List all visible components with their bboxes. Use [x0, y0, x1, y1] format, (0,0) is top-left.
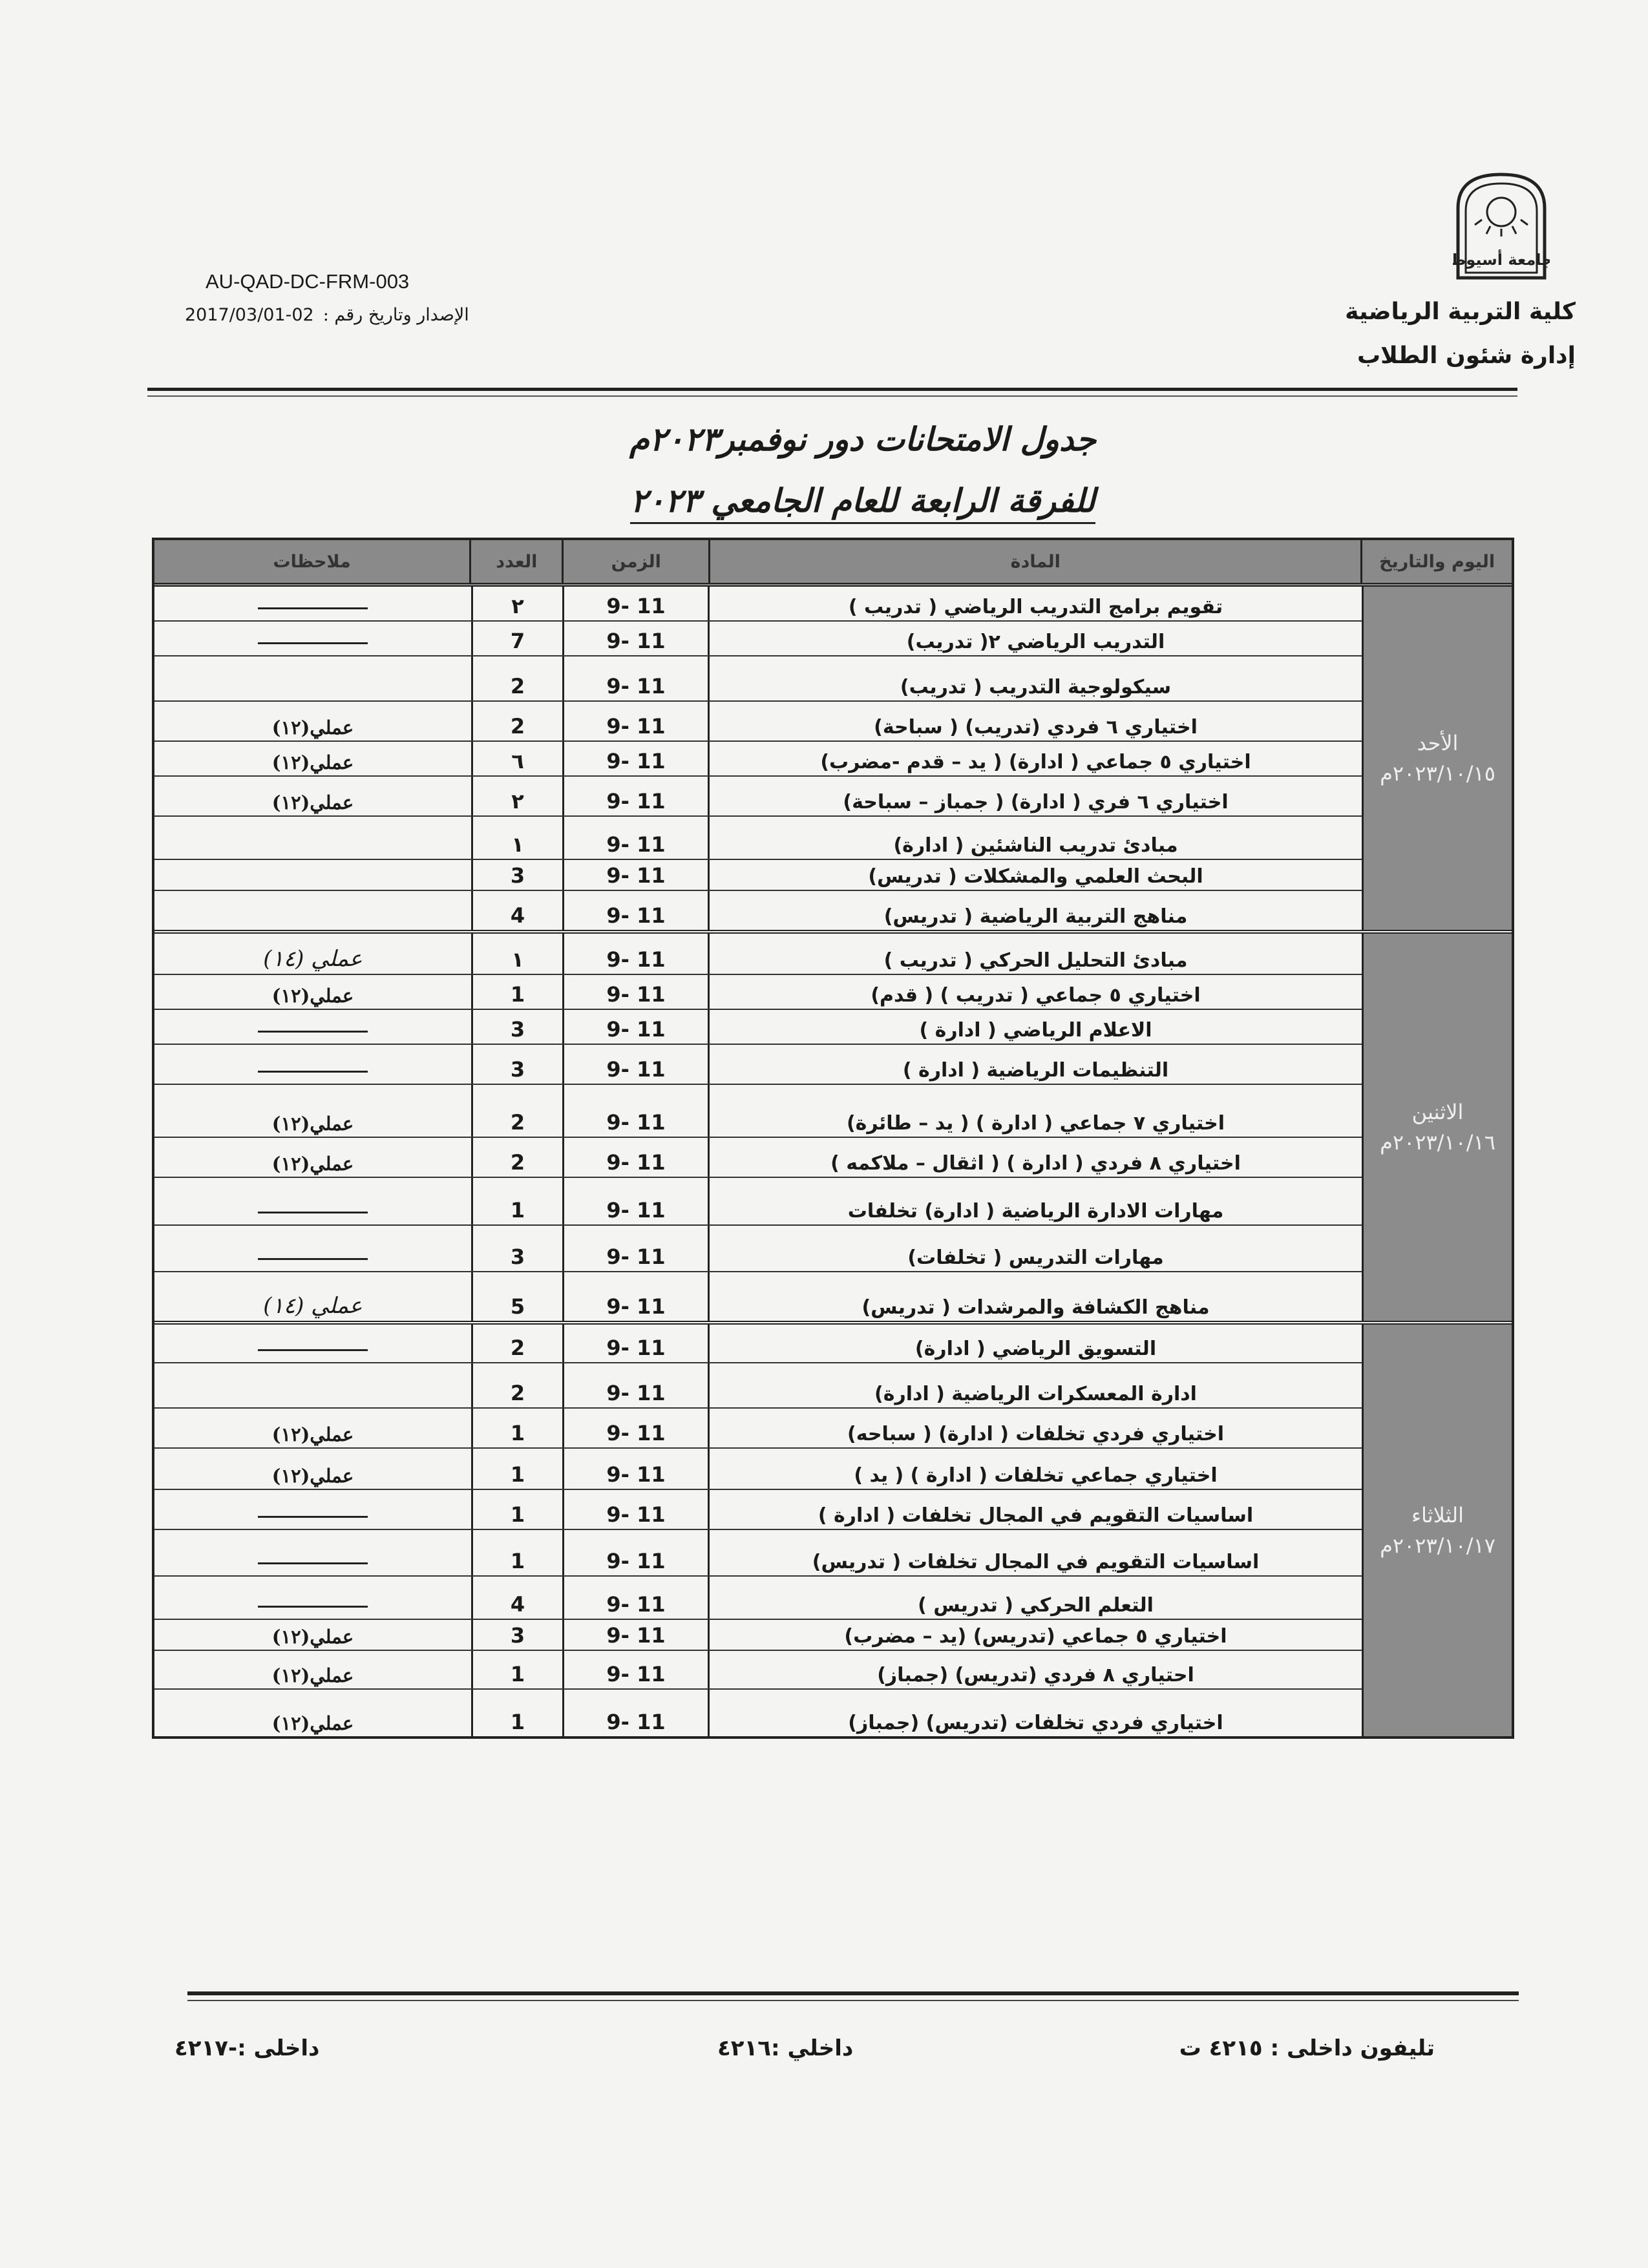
- count-cell: 1: [471, 1490, 562, 1529]
- header-notes: ملاحظات: [273, 551, 351, 572]
- notes-cell: [154, 891, 471, 930]
- exam-schedule-table: [152, 538, 1514, 1739]
- note-text: عملي(١٢): [271, 792, 354, 814]
- count-cell: 2: [471, 656, 562, 700]
- table-row: [154, 1226, 1362, 1272]
- time-cell: 9- 11: [562, 702, 708, 740]
- count-cell: 1: [471, 1530, 562, 1575]
- empty-note-line: [258, 1562, 368, 1564]
- count-cell: 1: [471, 1409, 562, 1447]
- handwritten-note: عملي (١٤): [263, 946, 363, 972]
- note-text: عملي(١٢): [271, 1153, 354, 1175]
- time-cell: 9- 11: [562, 1490, 708, 1529]
- table-row: [154, 1690, 1362, 1736]
- count-cell: 4: [471, 1577, 562, 1619]
- page-subtitle-text: للفرقة الرابعة للعام الجامعي ٢٠٢٣: [630, 481, 1095, 524]
- time-cell: 9- 11: [562, 1690, 708, 1736]
- count-cell: 2: [471, 1363, 562, 1407]
- table-body: [154, 587, 1512, 1736]
- table-row: [154, 777, 1362, 817]
- day-date-cell: [1362, 934, 1512, 1321]
- count-cell: 3: [471, 860, 562, 890]
- time-cell: 9- 11: [562, 1651, 708, 1688]
- table-row: [154, 1620, 1362, 1651]
- table-row: [154, 1530, 1362, 1577]
- table-row: [154, 622, 1362, 656]
- table-row: [154, 1409, 1362, 1449]
- exam-date: ٢٠٢٣/١٠/١٦م: [1380, 1129, 1495, 1155]
- count-cell: 1: [471, 1178, 562, 1224]
- subject-cell: اساسيات التقويم في المجال تخلفات ( تدريس): [708, 1530, 1362, 1575]
- time-cell: 9- 11: [562, 587, 708, 620]
- table-row: [154, 975, 1362, 1010]
- subject-cell: اختياري ٦ فري ( ادارة) ( جمباز – سباحة): [708, 777, 1362, 815]
- note-text: عملي(١٢): [271, 1626, 354, 1648]
- notes-cell: [154, 1325, 471, 1362]
- header-subject: المادة: [708, 540, 1360, 583]
- time-cell: 9- 11: [562, 1530, 708, 1575]
- footer-extension-2: داخلي :٤٢١٦: [717, 2035, 854, 2061]
- day-date-cell: [1362, 587, 1512, 930]
- page-title: جدول الامتحانات دور نوفمبر٢٠٢٣م: [629, 420, 1097, 458]
- notes-cell: [154, 1690, 471, 1736]
- subject-cell: البحث العلمي والمشكلات ( تدريس): [708, 860, 1362, 890]
- table-row: [154, 1085, 1362, 1138]
- subject-cell: مبادئ تدريب الناشئين ( ادارة): [708, 817, 1362, 859]
- notes-cell: [154, 1577, 471, 1619]
- subject-cell: اساسيات التقويم في المجال تخلفات ( ادارة ): [708, 1490, 1362, 1529]
- count-cell: 1: [471, 975, 562, 1009]
- subject-cell: مبادئ التحليل الحركي ( تدريب ): [708, 934, 1362, 974]
- table-row: [154, 702, 1362, 742]
- time-cell: 9- 11: [562, 1178, 708, 1224]
- subject-cell: مهارات التدريس ( تخلفات): [708, 1226, 1362, 1271]
- subject-cell: مهارات الادارة الرياضية ( ادارة) تخلفات: [708, 1178, 1362, 1224]
- exam-date: ٢٠٢٣/١٠/١٥م: [1380, 761, 1495, 786]
- table-row: [154, 656, 1362, 702]
- count-cell: 3: [471, 1010, 562, 1044]
- count-cell: 2: [471, 1085, 562, 1137]
- notes-cell: [154, 1490, 471, 1529]
- day-name: الأحد: [1417, 731, 1459, 756]
- subject-cell: اختياري ٥ جماعي (تدريس) (يد – مضرب): [708, 1620, 1362, 1650]
- page-subtitle: [0, 481, 1648, 520]
- empty-note-line: [258, 1516, 368, 1518]
- notes-cell: [154, 860, 471, 890]
- count-cell: 3: [471, 1226, 562, 1271]
- subject-cell: اختياري ٦ فردي (تدريب) ( سباحة): [708, 702, 1362, 740]
- header-rule-thin: [147, 395, 1517, 397]
- subject-cell: التعلم الحركي ( تدريس ): [708, 1577, 1362, 1619]
- count-cell: 7: [471, 622, 562, 655]
- notes-cell: [154, 1010, 471, 1044]
- issue-label: الإصدار وتاريخ رقم :: [322, 305, 469, 325]
- empty-note-line: [258, 1258, 368, 1260]
- exam-date: ٢٠٢٣/١٠/١٧م: [1380, 1533, 1495, 1558]
- time-cell: 9- 11: [562, 656, 708, 700]
- table-row: [154, 860, 1362, 891]
- notes-cell: [154, 975, 471, 1009]
- time-cell: 9- 11: [562, 1620, 708, 1650]
- day-group: [154, 587, 1512, 934]
- day-name: الثلاثاء: [1411, 1503, 1464, 1528]
- handwritten-note: عملي (١٤): [263, 1293, 363, 1319]
- count-cell: 2: [471, 1138, 562, 1177]
- time-cell: 9- 11: [562, 1577, 708, 1619]
- table-row: [154, 1325, 1362, 1363]
- footer-phone: تليفون داخلى : ٤٢١٥ ت: [1179, 2035, 1435, 2061]
- table-row: [154, 817, 1362, 860]
- count-cell: 1: [471, 1690, 562, 1736]
- time-cell: 9- 11: [562, 742, 708, 775]
- time-cell: 9- 11: [562, 1325, 708, 1362]
- header-time: الزمن: [562, 540, 708, 583]
- time-cell: 9- 11: [562, 1409, 708, 1447]
- table-row: [154, 1490, 1362, 1530]
- time-cell: 9- 11: [562, 622, 708, 655]
- notes-cell: [154, 1530, 471, 1575]
- time-cell: 9- 11: [562, 1226, 708, 1271]
- table-row: [154, 1272, 1362, 1321]
- note-text: عملي(١٢): [271, 1712, 354, 1734]
- note-text: عملي(١٢): [271, 985, 354, 1007]
- issue-value: 2017/03/01-02: [185, 305, 314, 325]
- notes-cell: [154, 1651, 471, 1688]
- empty-note-line: [258, 607, 368, 609]
- notes-cell: [154, 934, 471, 974]
- time-cell: 9- 11: [562, 1138, 708, 1177]
- time-cell: 9- 11: [562, 1010, 708, 1044]
- notes-cell: [154, 622, 471, 655]
- empty-note-line: [258, 1071, 368, 1073]
- count-cell: 3: [471, 1620, 562, 1650]
- time-cell: 9- 11: [562, 1272, 708, 1321]
- notes-cell: [154, 1085, 471, 1137]
- empty-note-line: [258, 1212, 368, 1213]
- count-cell: 1: [471, 1449, 562, 1489]
- logo-text: جامعة أسيوط: [1453, 251, 1550, 269]
- subject-cell: مناهج الكشافة والمرشدات ( تدريس): [708, 1272, 1362, 1321]
- empty-note-line: [258, 1031, 368, 1033]
- header-rule: [147, 388, 1517, 391]
- count-cell: 2: [471, 1325, 562, 1362]
- empty-note-line: [258, 1606, 368, 1608]
- count-cell: ٦: [471, 742, 562, 775]
- subject-cell: مناهج التربية الرياضية ( تدريس): [708, 891, 1362, 930]
- notes-cell: [154, 817, 471, 859]
- form-code: AU-QAD-DC-FRM-003: [206, 270, 410, 293]
- subject-cell: اختياري فردي تخلفات (تدريس) (جمباز): [708, 1690, 1362, 1736]
- subject-cell: اختياري ٧ جماعي ( ادارة ) ( يد – طائرة): [708, 1085, 1362, 1137]
- day-name: الاثنين: [1411, 1100, 1464, 1125]
- notes-cell: [154, 656, 471, 700]
- table-row: [154, 1178, 1362, 1226]
- table-row: [154, 934, 1362, 975]
- table-row: [154, 1010, 1362, 1045]
- count-cell: 2: [471, 702, 562, 740]
- notes-cell: [154, 1272, 471, 1321]
- college-name: كلية التربية الرياضية: [1345, 299, 1576, 325]
- subject-cell: اختياري ٥ جماعي ( تدريب ) ( قدم): [708, 975, 1362, 1009]
- empty-note-line: [258, 1349, 368, 1351]
- empty-note-line: [258, 642, 368, 644]
- time-cell: 9- 11: [562, 777, 708, 815]
- count-cell: 3: [471, 1045, 562, 1084]
- notes-cell: [154, 587, 471, 620]
- subject-cell: تقويم برامج التدريب الرياضي ( تدريب ): [708, 587, 1362, 620]
- time-cell: 9- 11: [562, 1085, 708, 1137]
- table-row: [154, 891, 1362, 930]
- subject-cell: احتياري ٨ فردي (تدريس) (جمباز): [708, 1651, 1362, 1688]
- subject-cell: الاعلام الرياضي ( ادارة ): [708, 1010, 1362, 1044]
- time-cell: 9- 11: [562, 1363, 708, 1407]
- notes-cell: [154, 1178, 471, 1224]
- table-row: [154, 1045, 1362, 1085]
- day-group: [154, 934, 1512, 1325]
- count-cell: 4: [471, 891, 562, 930]
- subject-cell: اختياري ٨ فردي ( ادارة ) ( اثقال – ملاكمه ): [708, 1138, 1362, 1177]
- count-cell: 1: [471, 1651, 562, 1688]
- footer-rule-thin: [187, 2000, 1519, 2001]
- day-date-cell: [1362, 1325, 1512, 1736]
- subject-cell: التنظيمات الرياضية ( ادارة ): [708, 1045, 1362, 1084]
- notes-cell: [154, 742, 471, 775]
- time-cell: 9- 11: [562, 934, 708, 974]
- notes-cell: [154, 1138, 471, 1177]
- subject-cell: التدريب الرياضي ٢( تدريب): [708, 622, 1362, 655]
- count-cell: ٢: [471, 777, 562, 815]
- subject-cell: اختياري جماعي تخلفات ( ادارة ) ( يد ): [708, 1449, 1362, 1489]
- notes-cell: [154, 777, 471, 815]
- time-cell: 9- 11: [562, 891, 708, 930]
- time-cell: 9- 11: [562, 860, 708, 890]
- table-row: [154, 742, 1362, 777]
- time-cell: 9- 11: [562, 817, 708, 859]
- subject-cell: التسويق الرياضي ( ادارة): [708, 1325, 1362, 1362]
- table-row: [154, 1449, 1362, 1490]
- department-name: إدارة شئون الطلاب: [1357, 342, 1576, 369]
- header-day-date: اليوم والتاريخ: [1360, 540, 1512, 583]
- subject-cell: اختياري فردي تخلفات ( ادارة) ( سباحه): [708, 1409, 1362, 1447]
- time-cell: 9- 11: [562, 1045, 708, 1084]
- subject-cell: اختياري ٥ جماعي ( ادارة) ( يد – قدم -مضرب): [708, 742, 1362, 775]
- table-row: [154, 1577, 1362, 1620]
- subject-cell: ادارة المعسكرات الرياضية ( ادارة): [708, 1363, 1362, 1407]
- header-count: العدد: [469, 540, 562, 583]
- table-row: [154, 587, 1362, 622]
- table-header: [154, 540, 1512, 587]
- table-row: [154, 1138, 1362, 1178]
- count-cell: ٢: [471, 587, 562, 620]
- time-cell: 9- 11: [562, 1449, 708, 1489]
- issue-line: [185, 305, 469, 325]
- count-cell: ١: [471, 934, 562, 974]
- university-logo: [1453, 169, 1550, 280]
- notes-cell: [154, 702, 471, 740]
- note-text: عملي(١٢): [271, 751, 354, 773]
- note-text: عملي(١٢): [271, 1664, 354, 1686]
- table-row: [154, 1363, 1362, 1409]
- note-text: عملي(١٢): [271, 1113, 354, 1135]
- footer-extension-3: داخلى :-٤٢١٧: [174, 2035, 320, 2061]
- notes-cell: [154, 1620, 471, 1650]
- notes-cell: [154, 1363, 471, 1407]
- note-text: عملي(١٢): [271, 717, 354, 739]
- notes-cell: [154, 1226, 471, 1271]
- count-cell: ١: [471, 817, 562, 859]
- day-group: [154, 1325, 1512, 1736]
- count-cell: 5: [471, 1272, 562, 1321]
- note-text: عملي(١٢): [271, 1423, 354, 1445]
- subject-cell: سيكولوجية التدريب ( تدريب): [708, 656, 1362, 700]
- notes-cell: [154, 1045, 471, 1084]
- notes-cell: [154, 1409, 471, 1447]
- time-cell: 9- 11: [562, 975, 708, 1009]
- note-text: عملي(١٢): [271, 1465, 354, 1487]
- notes-cell: [154, 1449, 471, 1489]
- footer-rule: [187, 1991, 1519, 1995]
- table-row: [154, 1651, 1362, 1690]
